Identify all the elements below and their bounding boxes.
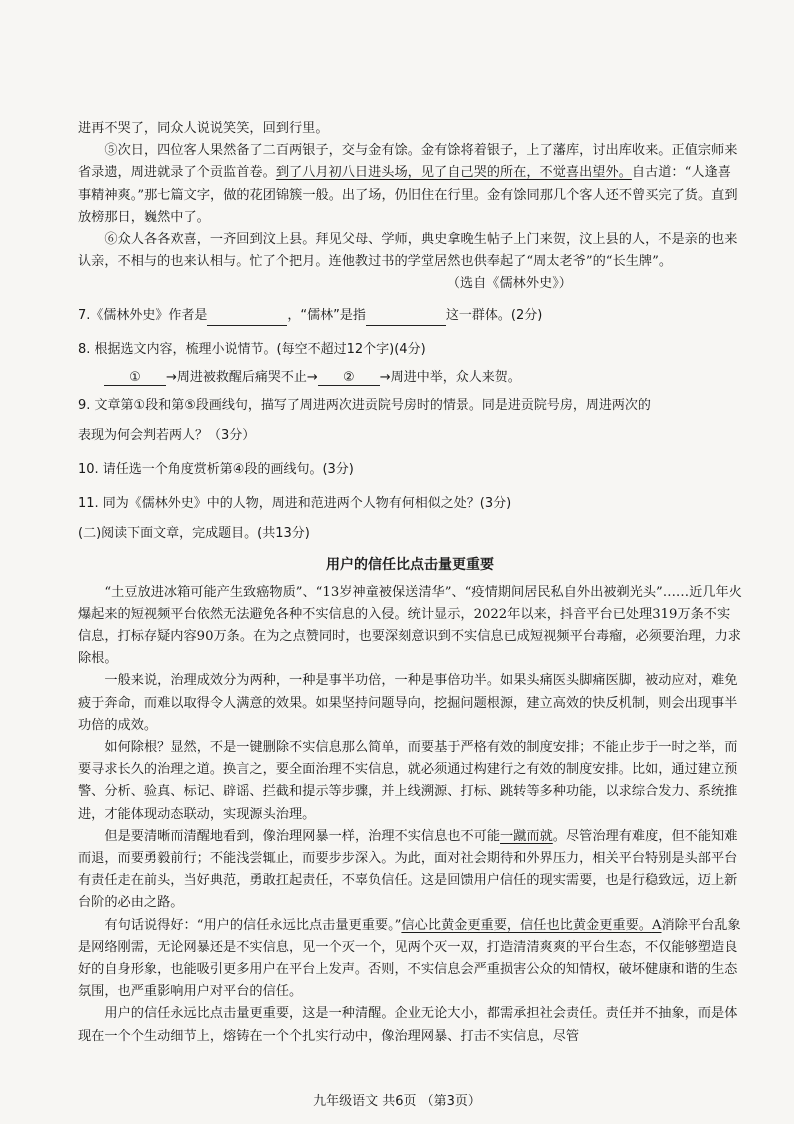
passage-paragraph-6: ⑥众人各各欢喜，一齐回到汶上县。拜见父母、学师，典史拿晚生帖子上门来贺，汶上县的人，不是亲的也来认亲，不相与的也来认相与。忙了个把月。连他教过书的学堂居然也供奉起了“周太老爷”的“长生牌”。 [78, 232, 738, 270]
article-paragraph-3: 如何除根？显然，不是一键删除不实信息那么简单，而要基于严格有效的制度安排；不能止步于一时之举，而要寻求长久的治理之道。换言之，要全面治理不实信息，就必须通过构建行之有效的制度安排。比如，通过建立预警、分析、验真、标记、辟谣、拦截和提示等步骤，并上线溯源、打标、跳转等多种功能，以求综合发力、系统推进，才能体现动态联动，实现源头治理。 [78, 740, 738, 822]
passage-source: （选自《儒林外史》） [446, 276, 572, 292]
plot-slot-1[interactable]: ① [104, 370, 166, 386]
question-10: 10. 请任选一个角度赏析第④段的画线句。(3分) [78, 461, 354, 477]
p5-marker-a: A [651, 917, 662, 933]
p4-text-a: 但是要清晰而清醒地看到，像治理网暴一样，治理不实信息也不可能 [104, 828, 501, 844]
plot-flow-middle: →周进被救醒后痛哭不止→ [166, 369, 318, 385]
question-9-line-1: 9. 文章第①段和第⑤段画线句，描写了周进两次进贡院号房时的情景。同是进贡院号房，周进两次的 [78, 397, 651, 413]
p5-text-a: 有句话说得好：“用户的信任永远比点击量更重要。” [104, 917, 402, 933]
q7-text-a: 7.《儒林外史》作者是 [78, 307, 208, 323]
question-7 [78, 306, 742, 326]
p5-text-a: ⑤次日，四位客人果然备了二百两银子，交与金有馀。金有馀将着银子，上了藩库，讨出库收来。正值宗师来省录遗，周进就录了个贡监首卷。 [78, 143, 738, 181]
plot-flow [104, 366, 742, 386]
plot-flow-end: →周进中举，众人来贺。 [379, 369, 521, 385]
article-paragraph-2: 一般来说，治理成效分为两种，一种是事半功倍，一种是事倍功半。如果头痛医头脚痛医脚，被动应对，难免疲于奔命，而难以取得令人满意的效果。如果坚持问题导向，挖掘问题根源，建立高效的快反机制，则会出现事半功倍的成效。 [78, 673, 738, 733]
article-title: 用户的信任比点击量更重要 [326, 556, 494, 573]
p4-text-b: 。尽管治理有难度，但不能知难而退，而要勇毅前行；不能浅尝辄止，而要步步深入。为此，面对社会期待和外界压力，相关平台特别是头部平台有责任走在前头，当好典范，勇敢扛起责任，不辜负信任。这是回馈用户信任的现实需要，也是行稳致远，迈上新台阶的必由之路。 [78, 828, 738, 911]
p5-underlined-sentence: 信心比黄金更重要，信任也比黄金更重要。 [401, 917, 652, 933]
p5-underlined-sentence: 到了八月初八日进头场，见了自己哭的所在，不觉喜出望外。 [275, 165, 632, 181]
question-11: 11. 同为《儒林外史》中的人物，周进和范进两个人物有何相似之处？(3分) [78, 495, 512, 511]
p5-text-b: 自古道：“人逢喜事精神爽。”那七篇文字，做的花团锦簇一般。出了场，仍旧住在行里。金有馀同那几个客人还不曾买完了货。直到放榜那日，巍然中了。 [78, 165, 738, 225]
article-paragraph-5 [78, 915, 742, 1004]
section-2-heading: (二)阅读下面文章，完成题目。(共13分) [78, 525, 310, 541]
q7-text-c: 这一群体。(2分) [445, 307, 543, 323]
p5-text-b: 消除平台乱象是网络刚需，无论网暴还是不实信息，见一个灭一个，见两个灭一双，打造清清爽爽的平台生态，不仅能够塑造良好的自身形象，也能吸引更多用户在平台上发声。否则，不实信息会严重损害公众的知情权，破坏健康和谐的生态氛围，也严重影响用户对平台的信任。 [78, 917, 741, 1000]
page-footer: 九年级语文 共6页 （第3页） [313, 1094, 481, 1109]
article-paragraph-4 [78, 826, 742, 915]
plot-slot-2[interactable]: ② [318, 370, 380, 386]
question-8: 8. 根据选文内容，梳理小说情节。(每空不超过12个字)(4分) [78, 341, 426, 357]
article-paragraph-1: “土豆放进冰箱可能产生致癌物质”、“13岁神童被保送清华”、“疫情期间居民私自外出被剃光头”……近几年火爆起来的短视频平台依然无法避免各种不实信息的入侵。统计显示，2022年以来，抖音平台已处理319万条不实信息，打标存疑内容90万条。在为之点赞同时，也要深刻意识到不实信息已成短视频平台毒瘤，必须要治理，力求除根。 [78, 584, 742, 667]
q7-blank-author[interactable] [207, 310, 287, 326]
passage-continuation: 进再不哭了，同众人说说笑笑，回到行里。 [78, 121, 329, 136]
question-9-line-2: 表现为何会判若两人？（3分） [78, 427, 256, 443]
q7-blank-group[interactable] [366, 310, 446, 326]
p4-underlined-idiom: 一蹴而就 [500, 828, 553, 844]
q7-text-b: ，“儒林”是指 [287, 307, 366, 323]
article-paragraph-6: 用户的信任永远比点击量更重要，这是一种清醒。企业无论大小，都需承担社会责任。责任并不抽象，而是体现在一个个生动细节上，熔铸在一个个扎实行动中，像治理网暴、打击不实信息，尽管 [78, 1006, 738, 1044]
passage-paragraph-5 [78, 140, 742, 229]
